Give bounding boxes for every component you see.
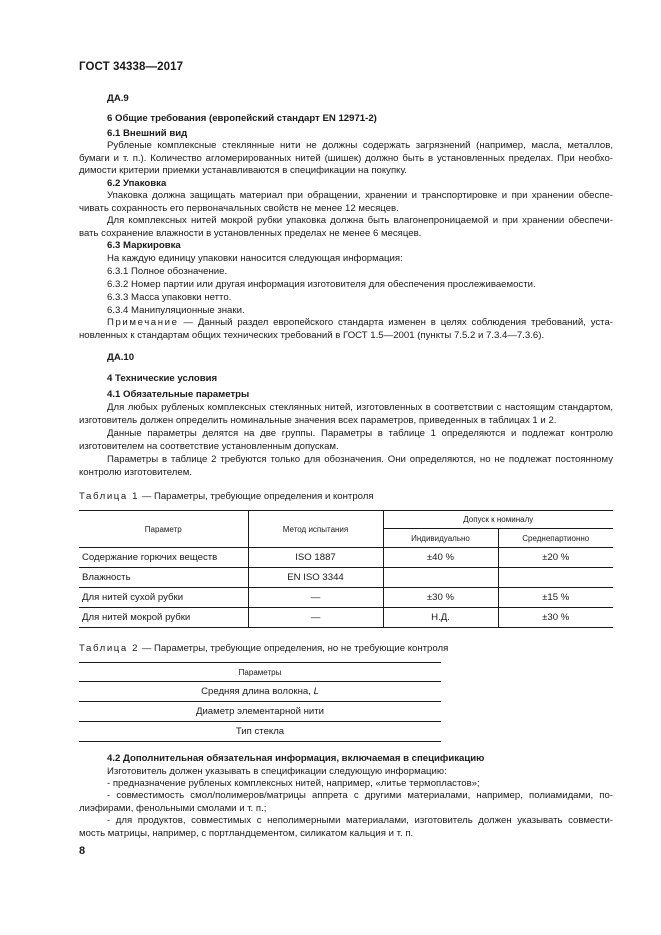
s61-paragraph — [79, 140, 613, 178]
table-cell: ISO 1887 — [248, 548, 383, 568]
da10-paragraph-3 — [79, 454, 613, 479]
table-cell: ±20 % — [498, 548, 613, 568]
da10-paragraph-2 — [79, 428, 613, 453]
table1-header-tolerance: Допуск к номиналу — [383, 511, 613, 529]
table1-caption-label: Таблица 1 — [79, 491, 140, 502]
da9-section-title: 6 Общие требования (европейский стандарт EN 12971-2) — [107, 113, 377, 124]
table1 — [79, 510, 613, 628]
page-number: 8 — [79, 845, 86, 857]
text-line: бумаги и т. п.). Количество агломерированных нитей (шишек) должно быть в установленных пределах. При необхо- — [79, 152, 613, 164]
table-cell: ±30 % — [383, 588, 498, 608]
s61-title: 6.1 Внешний вид — [107, 128, 188, 139]
table-cell — [383, 568, 498, 588]
table-row — [79, 548, 613, 568]
text-line: - для продуктов, совместимых с неполимерными материалами, изготовитель должен указывать совмести- — [107, 815, 613, 826]
s63-intro: На каждую единицу упаковки наносится следующая информация: — [107, 253, 403, 264]
table2-header: Параметры — [79, 663, 441, 682]
table-cell: — — [248, 588, 383, 608]
text-line: изготовитель должен определить номинальные значения всех параметров, приведенных в таблицах 1 и 2. — [79, 414, 557, 426]
da9-label: ДА.9 — [107, 93, 129, 104]
text-line: Данные параметры делятся на две группы. Параметры в таблице 1 определяются и подлежат контролю — [107, 428, 613, 439]
note-label: Примечание — [107, 317, 179, 328]
note-line: новленных к стандартам общих технических требований в ГОСТ 1.5—2001 (пункты 7.5.2 и 7.3.4—7.3.6). — [79, 329, 545, 341]
s63-item: 6.3.2 Номер партии или другая информация изготовителя для обеспечения прослеживаемости. — [107, 279, 536, 290]
note-text: — Данный раздел европейского стандарта изменен в целях соблюдения требований, уста- — [178, 317, 613, 328]
table2 — [79, 662, 441, 742]
table-cell: ±15 % — [498, 588, 613, 608]
da10-label: ДА.10 — [107, 352, 135, 363]
s41-title: 4.1 Обязательные параметры — [107, 389, 250, 400]
s42-title: 4.2 Дополнительная обязательная информация, включаемая в спецификацию — [107, 753, 485, 764]
text-line: изготовителем на соответствие установленным допускам. — [79, 440, 339, 452]
s63-title: 6.3 Маркировка — [107, 240, 181, 251]
note-line — [79, 317, 613, 330]
table2-caption-label: Таблица 2 — [79, 643, 140, 654]
table-cell: Средняя длина волокна, L — [79, 682, 441, 702]
table-cell: — — [248, 608, 383, 628]
text-line: Для любых рубленых комплексных стеклянных нитей, изготовленных в соответствии с настоящим стандартом, — [107, 402, 613, 413]
table-cell: Для нитей сухой рубки — [79, 588, 248, 608]
table-cell: ±40 % — [383, 548, 498, 568]
table-row — [79, 682, 441, 702]
table2-caption-text: — Параметры, требующие определения, но не требующие контроля — [139, 643, 449, 654]
s63-item: 6.3.3 Масса упаковки нетто. — [107, 292, 232, 303]
table-cell: Тип стекла — [79, 722, 441, 742]
note — [79, 317, 613, 342]
standard-code: ГОСТ 34338—2017 — [79, 61, 184, 73]
table-row — [79, 608, 613, 628]
table1-header-param: Параметр — [79, 511, 248, 548]
text-line: мость матрицы, например, с портландцементом, силикатом кальция и т. п. — [79, 827, 414, 839]
table-cell: Н.Д. — [383, 608, 498, 628]
s42-item: - предназначение рубленых комплексных нитей, например, «литье термопластов»; — [107, 778, 480, 789]
da10-paragraph-1 — [79, 402, 613, 427]
text-line: чивать сохранность его первоначальных свойств не менее 12 месяцев. — [79, 202, 399, 214]
s63-item: 6.3.1 Полное обозначение. — [107, 266, 228, 277]
s42-item-2 — [79, 790, 613, 815]
table-cell: Диаметр элементарной нити — [79, 702, 441, 722]
table1-header-method: Метод испытания — [248, 511, 383, 548]
table-row — [79, 588, 613, 608]
table-cell: Содержание горючих веществ — [79, 548, 248, 568]
table1-caption-text: — Параметры, требующие определения и контроля — [139, 491, 374, 502]
table-cell: Влажность — [79, 568, 248, 588]
table-cell: EN ISO 3344 — [248, 568, 383, 588]
da10-section-title: 4 Технические условия — [107, 373, 218, 384]
s42-intro: Изготовитель должен указывать в спецификации следующую информацию: — [107, 766, 447, 777]
table-row — [79, 722, 441, 742]
text-line: Для комплексных нитей мокрой рубки упаковка должна быть влагонепроницаемой и при хранении обеспечи- — [107, 215, 613, 226]
table-cell: ±30 % — [498, 608, 613, 628]
text-line: димости критерии приемки устанавливаются в спецификации на покупку. — [79, 165, 407, 177]
table2-caption — [79, 643, 448, 655]
s63-item: 6.3.4 Манипуляционные знаки. — [107, 305, 245, 316]
text-line: контролю изготовителем. — [79, 466, 192, 478]
s62-paragraph-2 — [79, 215, 613, 240]
table1-header-individual: Индивидуально — [383, 529, 498, 548]
table1-caption — [79, 491, 374, 503]
text-line: вать сохранение влажности в установленных пределах не менее 6 месяцев. — [79, 227, 422, 239]
text-line: Параметры в таблице 2 требуются только для обозначения. Они определяются, но не подлежат постоянному — [107, 454, 613, 465]
text-line: лиэфирами, фенольными смолами и т. п.; — [79, 802, 267, 814]
table1-header-batch: Среднепартионно — [498, 529, 613, 548]
table-row — [79, 568, 613, 588]
table-cell: Для нитей мокрой рубки — [79, 608, 248, 628]
text-line: Упаковка должна защищать материал при обращении, хранении и транспортировке и при хранении обеспе- — [107, 190, 613, 201]
table-cell — [498, 568, 613, 588]
s42-item-3 — [79, 815, 613, 840]
s62-paragraph-1 — [79, 190, 613, 215]
text-line: - совместимость смол/полимеров/матрицы аппрета с другими материалами, например, полиамидами, по- — [107, 790, 613, 801]
s62-title: 6.2 Упаковка — [107, 178, 167, 189]
table-row — [79, 702, 441, 722]
text-line: Рубленые комплексные стеклянные нити не должны содержать загрязнений (например, масла, металлов, — [107, 140, 613, 151]
